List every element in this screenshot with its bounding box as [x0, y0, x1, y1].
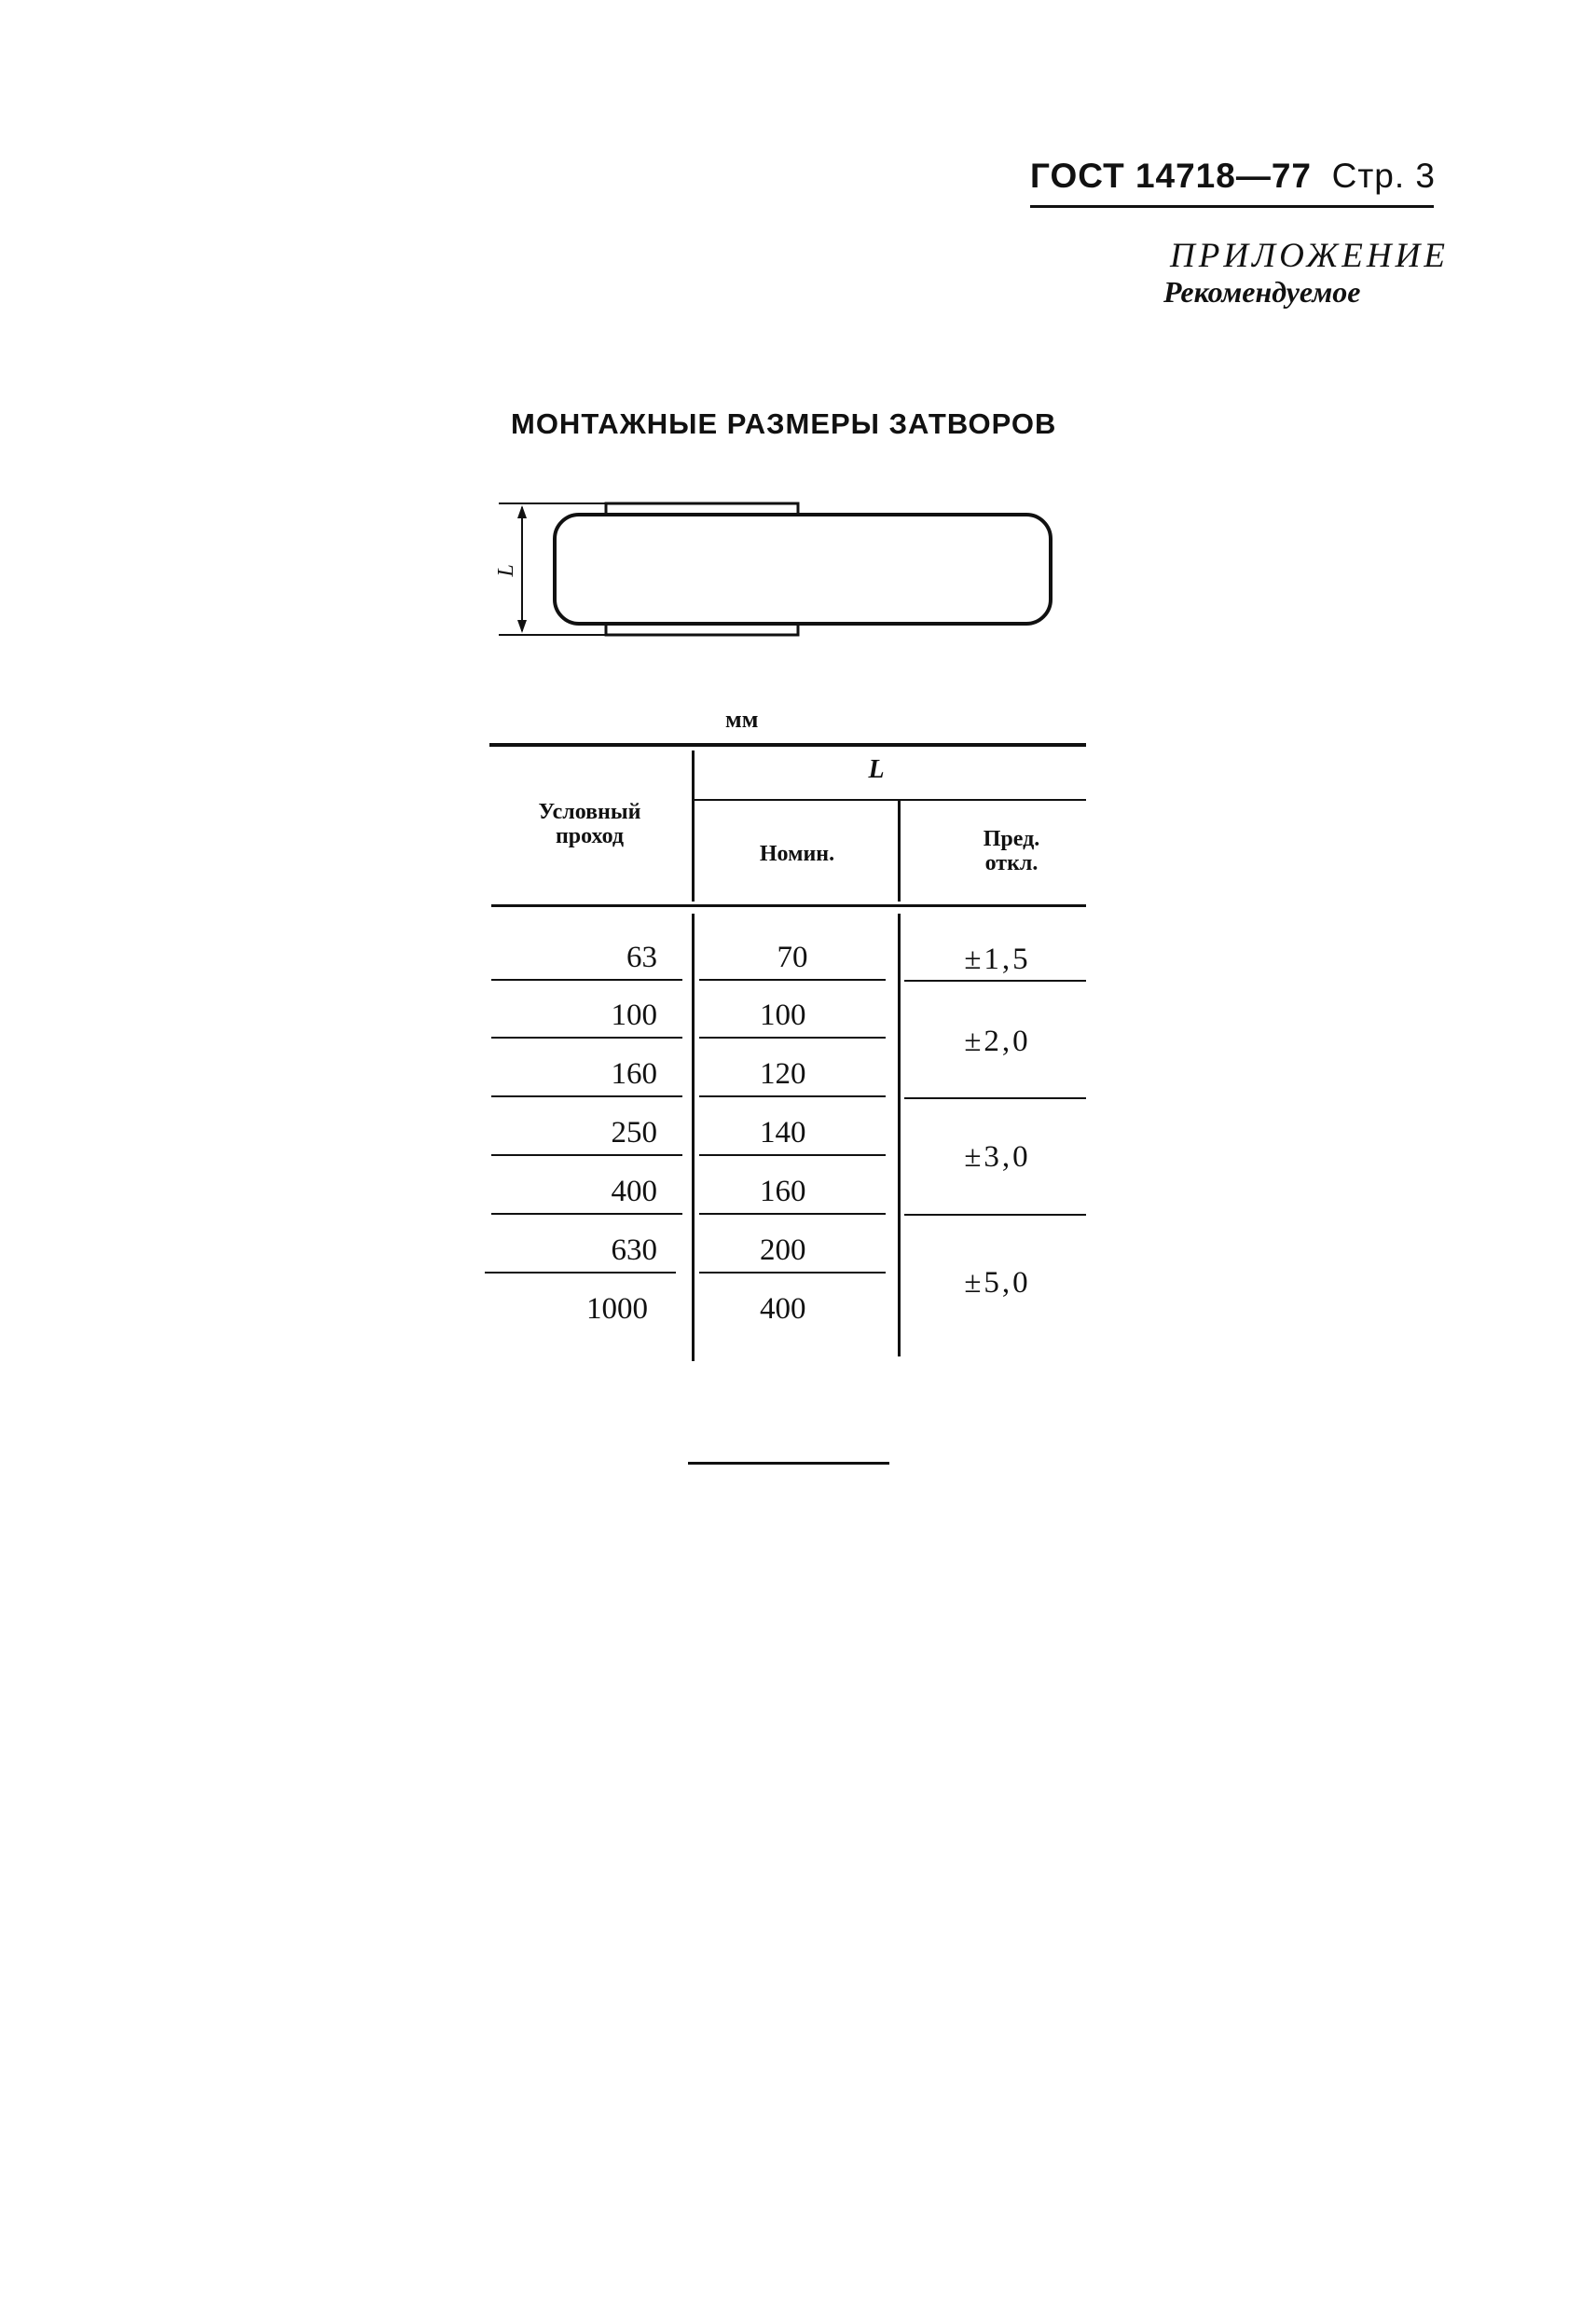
table-cell-nom: 140	[760, 1116, 806, 1150]
table-cell-nom: 100	[760, 998, 806, 1032]
page-number: Стр. 3	[1331, 157, 1436, 195]
table-cell-nom: 400	[760, 1292, 806, 1326]
table-cell-nom: 70	[777, 941, 808, 974]
dimension-label: L	[494, 564, 518, 577]
header-tolerance: Пред. откл.	[983, 827, 1040, 875]
table-cell-nom: 160	[760, 1175, 806, 1208]
table-cell-tolerance: ±3,0	[964, 1140, 1031, 1174]
appendix-title: ПРИЛОЖЕНИЕ	[1170, 237, 1449, 275]
table-cell-tolerance: ±1,5	[964, 943, 1031, 976]
standard-number: ГОСТ 14718—77	[1030, 157, 1312, 195]
table-cell-dn: 250	[611, 1116, 657, 1150]
appendix-subtitle: Рекомендуемое	[1163, 275, 1361, 309]
header-nominal: Номин.	[759, 842, 835, 866]
table-cell-dn: 400	[611, 1175, 657, 1208]
valve-drawing	[494, 494, 1072, 653]
table-cell-nom: 120	[760, 1057, 806, 1091]
table-cell-tolerance: ±5,0	[964, 1266, 1031, 1300]
valve-body	[555, 515, 1051, 624]
table-cell-dn: 100	[611, 998, 657, 1032]
table-unit: мм	[725, 706, 759, 733]
table-cell-dn: 1000	[586, 1292, 648, 1326]
table-cell-dn: 63	[626, 941, 657, 974]
header-L: L	[868, 755, 885, 784]
document-title: МОНТАЖНЫЕ РАЗМЕРЫ ЗАТВОРОВ	[511, 407, 1057, 440]
header-nominal-bore: Условный проход	[538, 800, 641, 848]
header-rule	[1030, 205, 1434, 208]
table-cell-tolerance: ±2,0	[964, 1025, 1031, 1058]
table-cell-dn: 630	[611, 1233, 657, 1267]
end-rule	[688, 1462, 889, 1465]
table-cell-dn: 160	[611, 1057, 657, 1091]
table-cell-nom: 200	[760, 1233, 806, 1267]
page-header	[1030, 157, 1436, 196]
